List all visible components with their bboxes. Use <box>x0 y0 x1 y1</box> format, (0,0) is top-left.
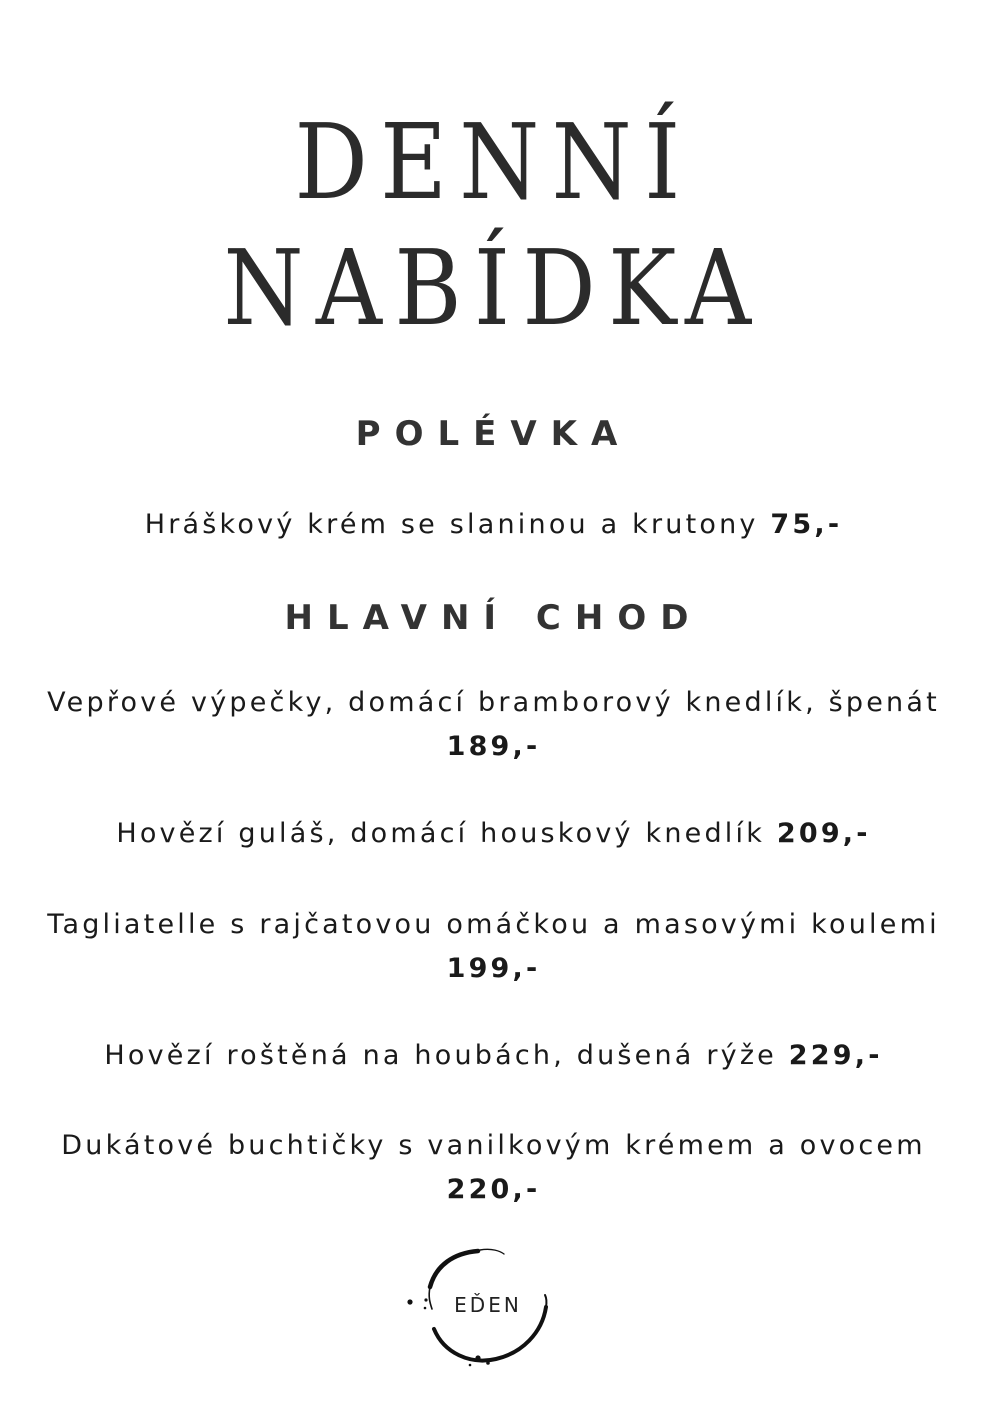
menu-item-price: 199,- <box>446 953 541 984</box>
menu-item-main <box>40 812 947 856</box>
menu-item-name: Tagliatelle s rajčatovou omáčkou a masovými koulemi <box>47 909 940 940</box>
menu-item-name: Hovězí roštěná na houbách, dušená rýže <box>104 1040 777 1071</box>
menu-title-line-1: DENNÍ <box>294 101 693 223</box>
section-heading-soup: POLÉVKA <box>355 414 632 454</box>
menu-item-price: 75,- <box>770 509 843 540</box>
menu-item-price: 209,- <box>776 818 871 849</box>
menu-item-name: Dukátové buchtičky s vanilkovým krémem a ovocem <box>61 1130 926 1161</box>
eden-logo-icon <box>400 1245 560 1370</box>
section-heading-main-course: HLAVNÍ CHOD <box>284 598 703 638</box>
menu-item-main <box>40 1124 947 1212</box>
logo-wordmark: EĎEN <box>454 1293 522 1317</box>
menu-title-line-2: NABÍDKA <box>223 227 764 349</box>
menu-item-main <box>40 1034 947 1078</box>
menu-item-name: Hráškový krém se slaninou a krutony <box>144 509 759 540</box>
menu-item-name: Hovězí guláš, domácí houskový knedlík <box>116 818 766 849</box>
menu-item-main <box>40 903 947 991</box>
menu-item-main <box>40 681 947 769</box>
menu-item-price: 220,- <box>446 1174 541 1205</box>
menu-item-name: Vepřové výpečky, domácí bramborový knedlík, špenát <box>47 687 940 718</box>
menu-item-price: 229,- <box>788 1040 883 1071</box>
menu-item-soup <box>40 503 947 547</box>
menu-item-price: 189,- <box>446 731 541 762</box>
